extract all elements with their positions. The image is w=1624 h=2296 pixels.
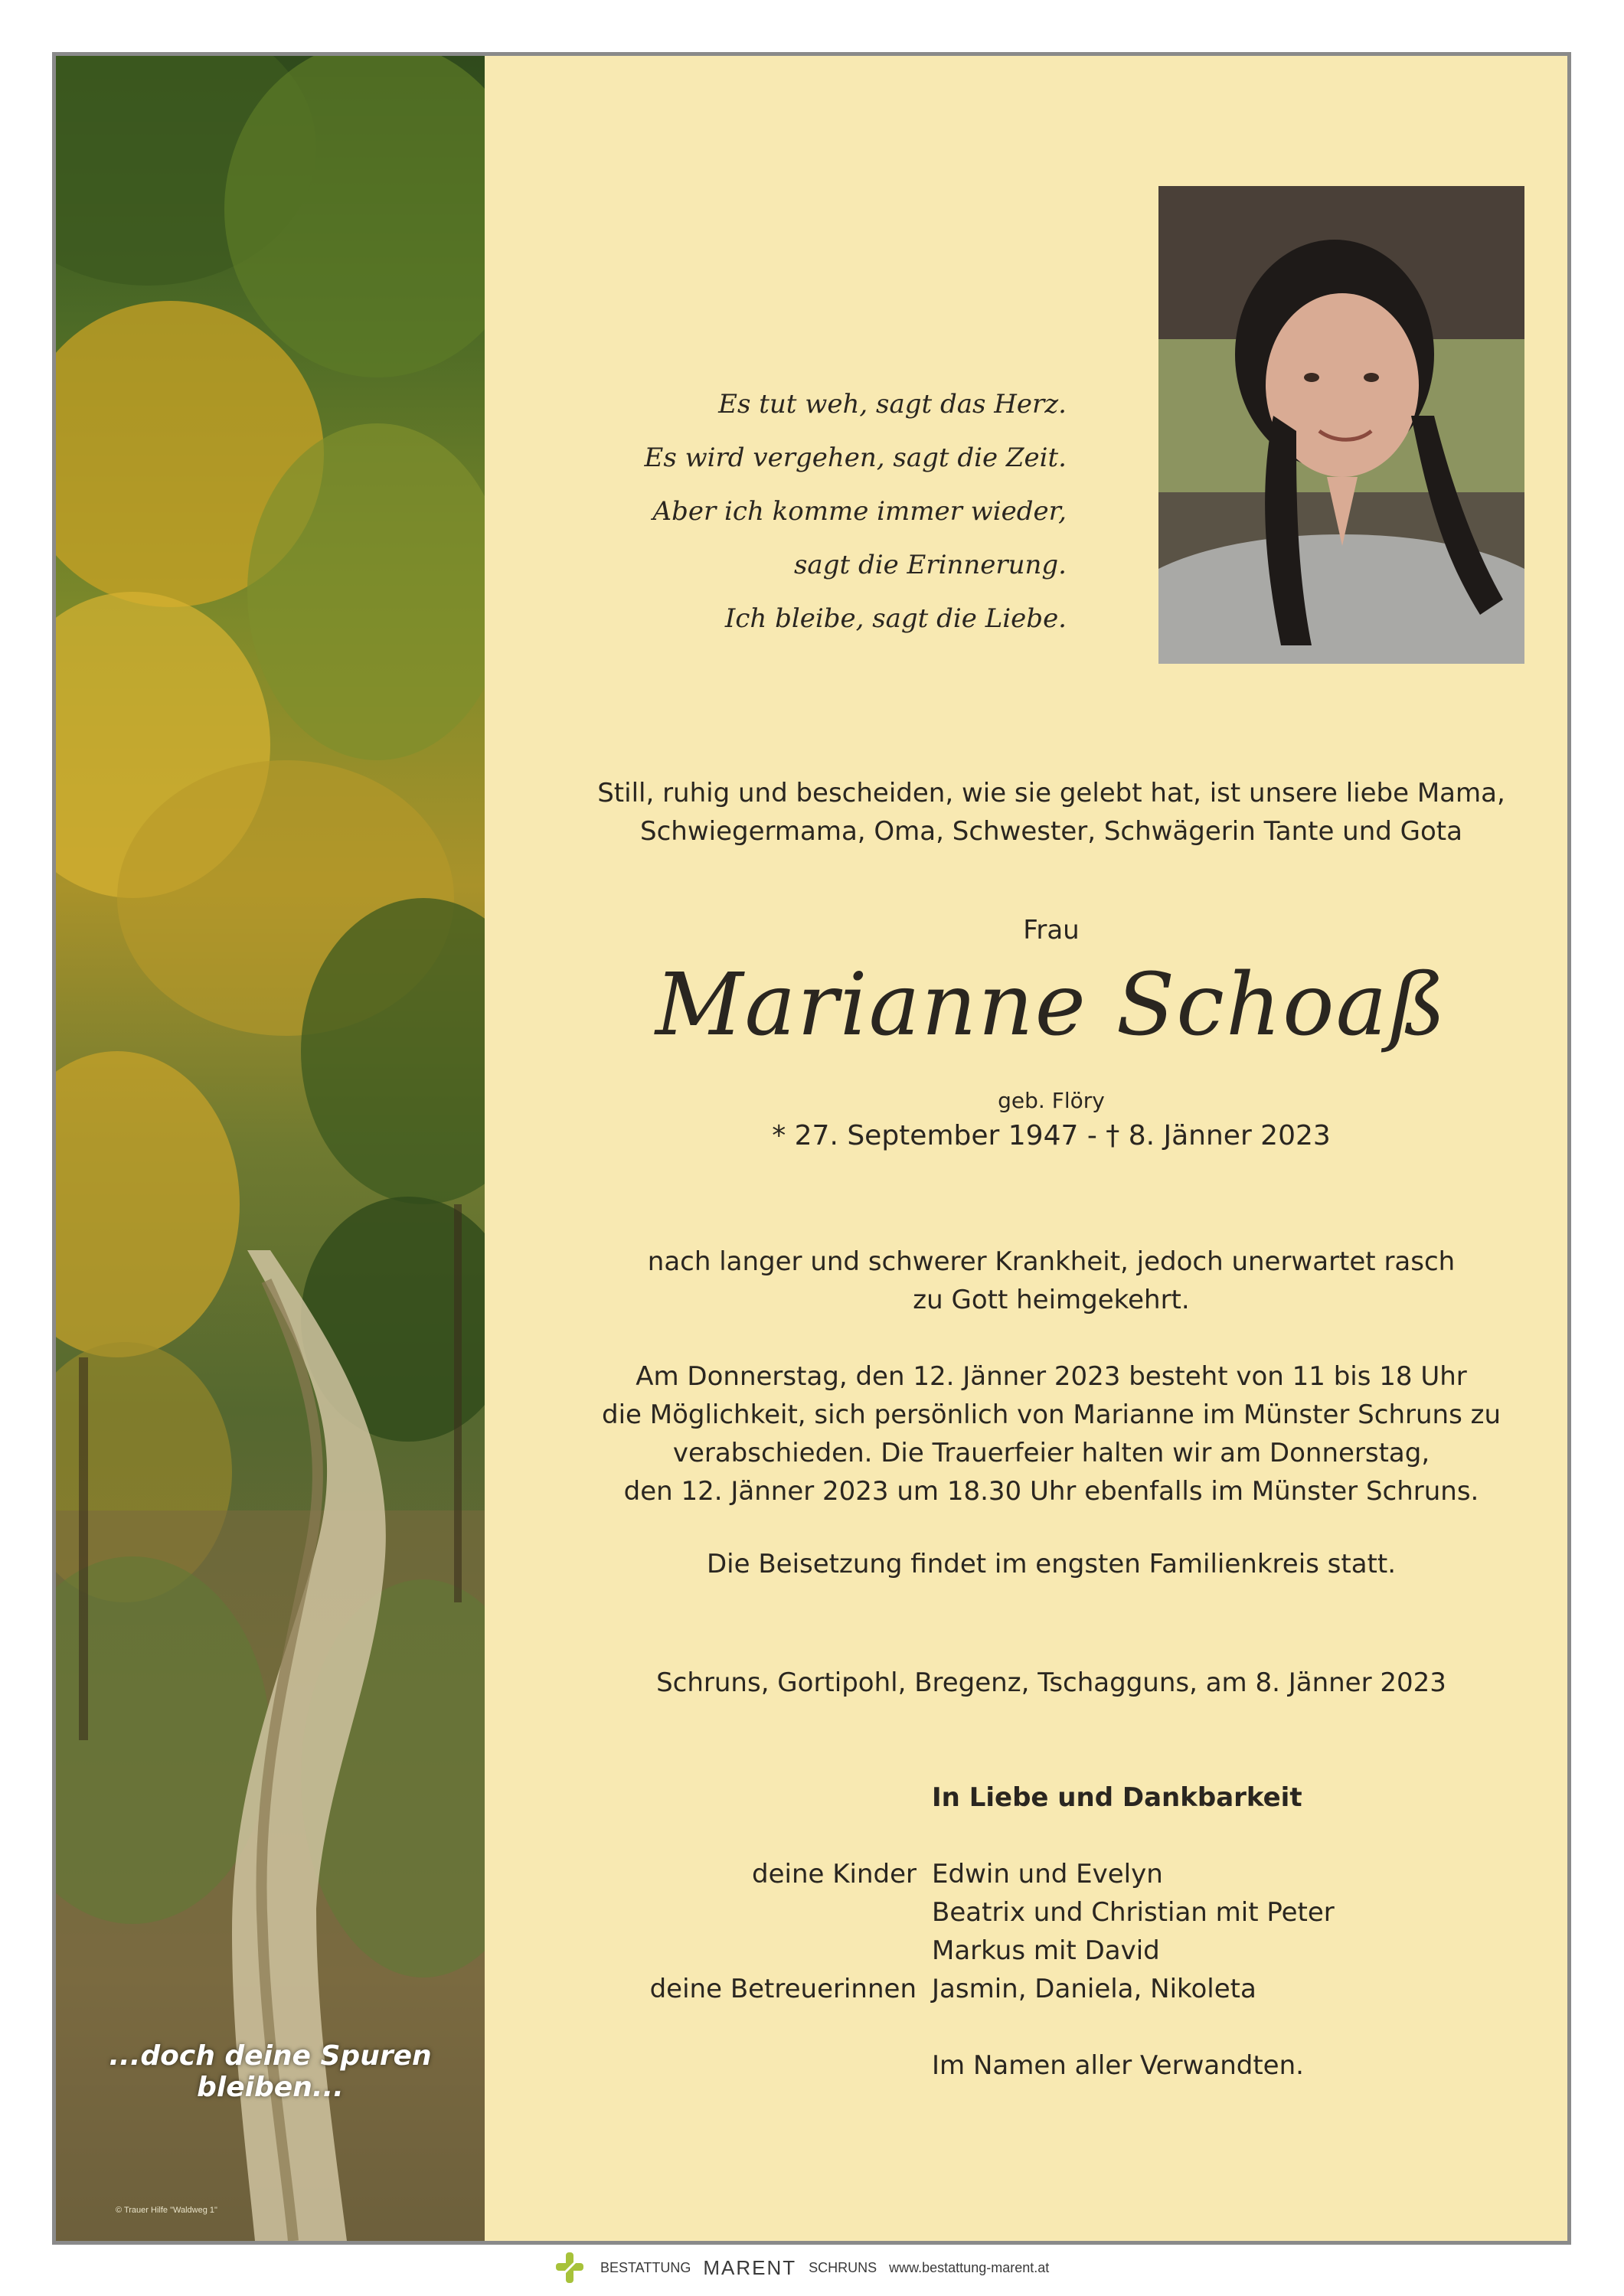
children-name: Edwin und Evelyn xyxy=(932,1859,1163,1889)
deceased-name: Marianne Schoaß xyxy=(655,955,1448,1055)
place-date: Schruns, Gortipohl, Bregenz, Tschagguns, am 8. Jänner 2023 xyxy=(656,1667,1446,1698)
ceremony-info xyxy=(531,1357,1572,1511)
poem-line: Es tut weh, sagt das Herz. xyxy=(718,389,1067,420)
children-name: Markus mit David xyxy=(932,1935,1160,1966)
children-label: deine Kinder xyxy=(752,1859,917,1889)
company-town: SCHRUNS xyxy=(809,2259,877,2275)
death-notice xyxy=(531,1243,1572,1319)
ceremony-line: Am Donnerstag, den 12. Jänner 2023 besteht von 11 bis 18 Uhr xyxy=(636,1361,1467,1392)
intro-line: Schwiegermama, Oma, Schwester, Schwägerin Tante und Gota xyxy=(640,816,1462,847)
company-name: MARENT xyxy=(703,2255,797,2279)
poem-line: Ich bleibe, sagt die Liebe. xyxy=(724,603,1067,634)
cross-logo-icon xyxy=(551,2249,588,2286)
notice-line: zu Gott heimgekehrt. xyxy=(913,1285,1190,1315)
carers-label: deine Betreuerinnen xyxy=(649,1974,917,2004)
obituary-card xyxy=(52,52,1571,2245)
ceremony-line: die Möglichkeit, sich persönlich von Marianne im Münster Schruns zu xyxy=(602,1399,1501,1430)
portrait-illustration xyxy=(1158,186,1524,664)
company-prefix: BESTATTUNG xyxy=(600,2259,691,2275)
poem-line: Aber ich komme immer wieder, xyxy=(652,496,1067,527)
maiden-name: geb. Flöry xyxy=(998,1088,1105,1113)
forest-path-image xyxy=(56,56,485,2241)
children-name: Beatrix und Christian mit Peter xyxy=(932,1897,1335,1928)
notice-line: nach langer und schwerer Krankheit, jedoch unerwartet rasch xyxy=(647,1246,1456,1277)
closing-text: Im Namen aller Verwandten. xyxy=(932,2050,1304,2081)
poem xyxy=(622,377,1067,645)
footer xyxy=(551,2251,1049,2285)
image-credit: © Trauer Hilfe "Waldweg 1" xyxy=(116,2206,217,2215)
carers-names: Jasmin, Daniela, Nikoleta xyxy=(932,1974,1256,2004)
life-dates: * 27. September 1947 - † 8. Jänner 2023 xyxy=(772,1120,1331,1151)
text-content xyxy=(485,56,1567,2241)
portrait-photo xyxy=(1158,186,1524,664)
burial-info: Die Beisetzung findet im engsten Familienkreis statt. xyxy=(706,1549,1397,1579)
intro-line: Still, ruhig und bescheiden, wie sie gelebt hat, ist unsere liebe Mama, xyxy=(597,778,1505,808)
signature-heading: In Liebe und Dankbarkeit xyxy=(932,1782,1302,1813)
forest-path-illustration xyxy=(56,56,485,2241)
poem-line: sagt die Erinnerung. xyxy=(793,550,1067,580)
ceremony-line: den 12. Jänner 2023 um 18.30 Uhr ebenfalls im Münster Schruns. xyxy=(623,1476,1479,1507)
salutation: Frau xyxy=(1023,915,1080,946)
ceremony-line: verabschieden. Die Trauerfeier halten wir am Donnerstag, xyxy=(672,1438,1430,1468)
intro-text xyxy=(531,774,1572,851)
side-caption: ...doch deine Spuren bleiben... xyxy=(109,2040,432,2103)
poem-line: Es wird vergehen, sagt die Zeit. xyxy=(644,443,1067,473)
company-website[interactable]: www.bestattung-marent.at xyxy=(889,2259,1050,2275)
